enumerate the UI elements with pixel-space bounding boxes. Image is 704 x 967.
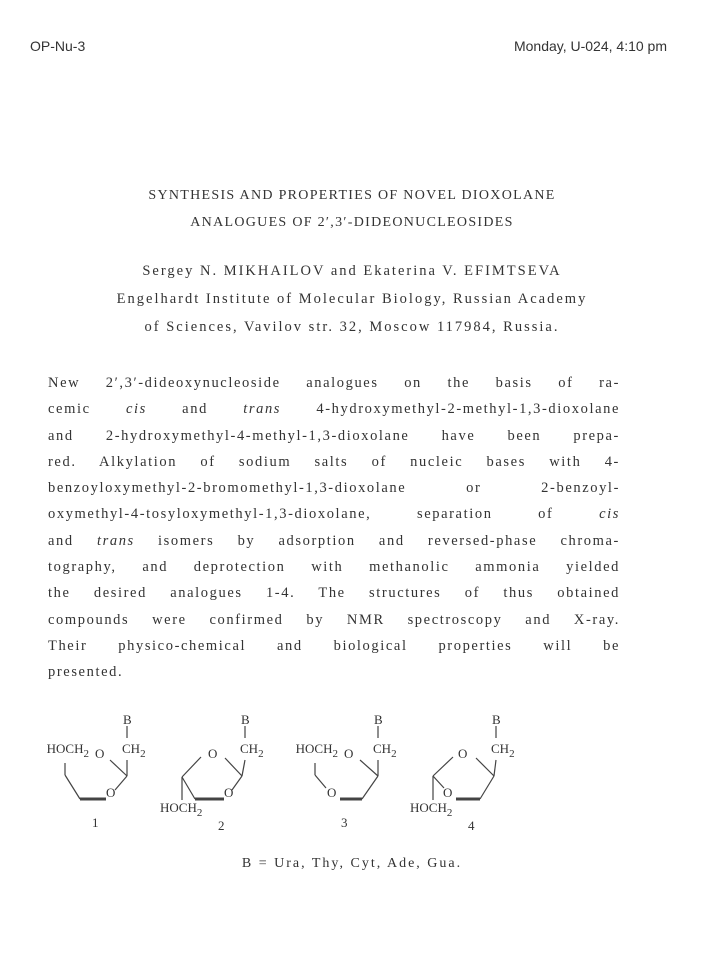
subscript: 2 (258, 748, 264, 760)
subscript: 2 (509, 748, 515, 760)
ch-label: CH (240, 741, 259, 756)
abstract-line (48, 451, 620, 477)
structure-bonds (65, 726, 496, 800)
compound-number: 4 (468, 818, 475, 833)
abstract-text: Their physico-chemical and biological properties will be (48, 637, 620, 654)
abstract (48, 372, 620, 688)
abstract-text: compounds were confirmed by NMR spectroscopy and X-ray. (48, 611, 620, 628)
abstract-text: isomers by adsorption and reversed-phase chroma- (134, 532, 620, 549)
abstract-line (48, 582, 620, 608)
ch2-group (240, 741, 264, 760)
hoch2-group (160, 800, 202, 819)
base-label: B (123, 712, 132, 727)
italic-term: cis (125, 401, 147, 418)
subscript: 2 (446, 807, 453, 819)
abstract-line (48, 530, 620, 556)
hoch2-group (410, 800, 452, 819)
compound-number: 3 (341, 815, 348, 830)
header-datetime: Monday, U-024, 4:10 pm (513, 38, 667, 54)
abstract-text: benzoyloxymethyl-2-bromomethyl-1,3-dioxolane or 2-benzoyl- (48, 480, 620, 497)
abstract-text: the desired analogues 1-4. The structures of thus obtained (48, 585, 620, 602)
abstract-text: oxymethyl-4-tosyloxymethyl-1,3-dioxolane, separation of (48, 506, 600, 523)
subscript: 2 (391, 748, 397, 760)
italic-term: cis (599, 506, 620, 523)
hoch-label: HOCH (295, 741, 333, 756)
ring-oxygen: O (458, 746, 468, 761)
base-label: B (492, 712, 501, 727)
ring-oxygen: O (327, 785, 337, 800)
abstract-text: tography, and deprotection with methanolic ammonia yielded (48, 559, 620, 576)
abstract-text: and (146, 401, 244, 418)
subscript: 2 (332, 748, 338, 760)
ch-label: CH (491, 741, 510, 756)
base-label: B (374, 712, 383, 727)
base-legend: B = Ura, Thy, Cyt, Ade, Gua. (241, 856, 463, 871)
affiliation-line-1: Engelhardt Institute of Molecular Biology, Russian Academy (116, 291, 588, 307)
abstract-text: 4-hydroxymethyl-2-methyl-1,3-dioxolane (281, 401, 620, 418)
ring-oxygen: O (224, 785, 234, 800)
structures-figure (0, 700, 704, 840)
structure-labels (47, 712, 515, 833)
ring-oxygen: O (443, 785, 453, 800)
abstract-text: red. Alkylation of sodium salts of nucleic bases with 4- (48, 453, 620, 470)
hoch2-group (47, 741, 89, 760)
ch-label: CH (373, 741, 392, 756)
compound-number: 1 (92, 815, 99, 830)
ring-oxygen: O (95, 746, 105, 761)
abstract-line (48, 661, 620, 687)
italic-term: trans (243, 401, 282, 418)
subscript: 2 (83, 748, 89, 760)
abstract-text: presented. (48, 664, 124, 681)
abstract-text: and (48, 532, 97, 549)
subscript: 2 (196, 807, 203, 819)
authors: Sergey N. MIKHAILOV and Ekaterina V. EFIMTSEVA (142, 263, 562, 279)
subscript: 2 (140, 748, 146, 760)
compound-number: 2 (218, 818, 225, 833)
abstract-text: and 2-hydroxymethyl-4-methyl-1,3-dioxolane have been prepa- (48, 427, 620, 444)
hoch-label: HOCH (410, 800, 447, 815)
abstract-text: New 2′,3′-dideoxynucleoside analogues on the basis of ra- (48, 375, 620, 391)
abstract-line (48, 477, 620, 503)
title-line-2: ANALOGUES OF 2′,3′-DIDEONUCLEOSIDES (190, 215, 514, 230)
abstract-line (48, 609, 620, 635)
base-label: B (241, 712, 250, 727)
ring-oxygen: O (344, 746, 354, 761)
hoch-label: HOCH (160, 800, 197, 815)
ring-oxygen: O (106, 785, 116, 800)
abstract-line (48, 372, 620, 398)
abstract-line (48, 635, 620, 661)
ch2-group (373, 741, 397, 760)
affiliation-line-2: of Sciences, Vavilov str. 32, Moscow 117984, Russia. (144, 319, 560, 335)
hoch2-group (296, 741, 338, 760)
hoch-label: HOCH (46, 741, 84, 756)
title-line-1: SYNTHESIS AND PROPERTIES OF NOVEL DIOXOLANE (148, 188, 556, 203)
abstract-line (48, 503, 620, 529)
ch2-group (491, 741, 515, 760)
abstract-line (48, 398, 620, 424)
ch-label: CH (122, 741, 141, 756)
ch2-group (122, 741, 146, 760)
abstract-line (48, 556, 620, 582)
abstract-text: cemic (48, 401, 126, 418)
ring-oxygen: O (208, 746, 218, 761)
header-code: OP-Nu-3 (30, 38, 86, 54)
abstract-line (48, 425, 620, 451)
italic-term: trans (96, 532, 135, 549)
